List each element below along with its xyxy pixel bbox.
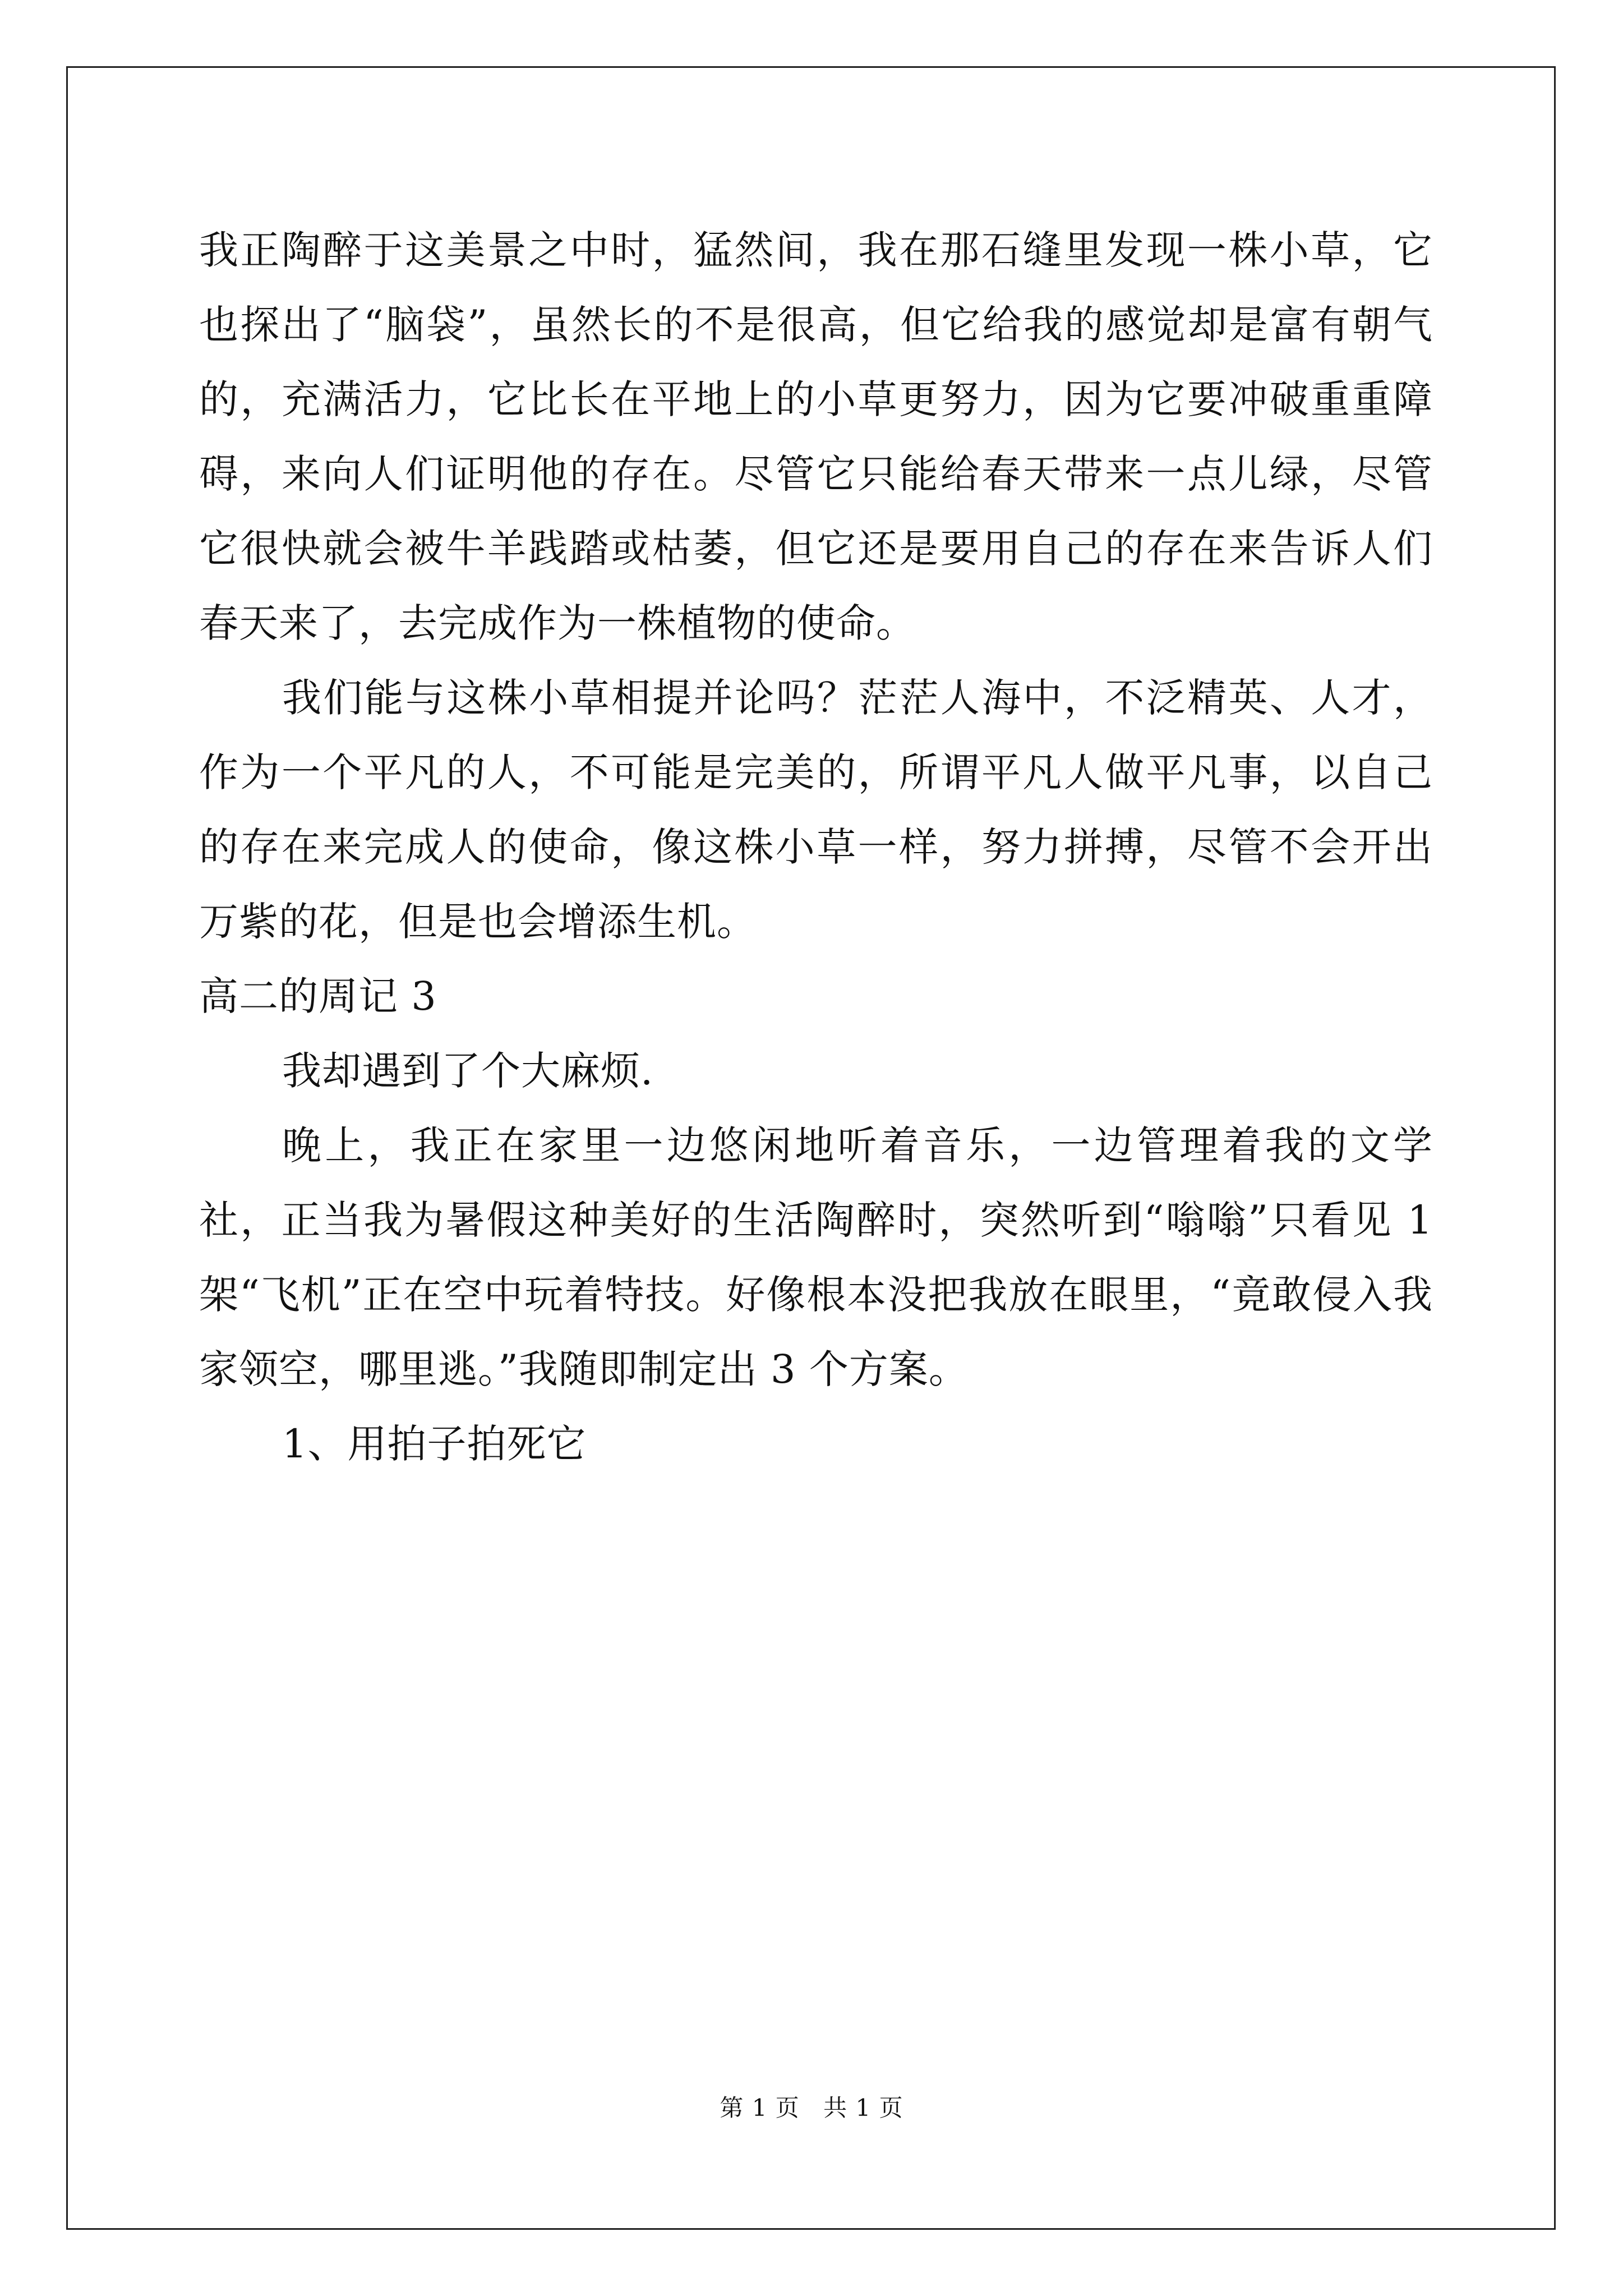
- page-footer: [0, 2091, 1623, 2125]
- paragraph-2: 我们能与这株小草相提并论吗？茫茫人海中，不泛精英、人才，作为一个平凡的人，不可能是完美的，所谓平凡人做平凡事，以自己的存在来完成人的使命，像这株小草一样，努力拼搏，尽管不会开出万紫的花，但是也会增添生机。: [199, 675, 1433, 945]
- section-heading: 高二的周记 3: [199, 973, 437, 1019]
- page-number: 第 1 页: [720, 2094, 800, 2122]
- paragraph-3: 我却遇到了个大麻烦.: [282, 1048, 654, 1094]
- paragraph-5: 1、用拍子拍死它: [282, 1421, 587, 1467]
- document-body: [199, 213, 1433, 1481]
- paragraph-1: 我正陶醉于这美景之中时，猛然间，我在那石缝里发现一株小草，它也探出了“脑袋”，虽然长的不是很高，但它给我的感觉却是富有朝气的，充满活力，它比长在平地上的小草更努力，因为它要冲破重重障碍，来向人们证明他的存在。尽管它只能给春天带来一点儿绿，尽管它很快就会被牛羊践踏或枯萎，但它还是要用自己的存在来告诉人们春天来了，去完成作为一株植物的使命。: [199, 227, 1433, 646]
- paragraph-4: 晚上，我正在家里一边悠闲地听着音乐，一边管理着我的文学社，正当我为暑假这种美好的生活陶醉时，突然听到“嗡嗡”只看见 1 架“飞机”正在空中玩着特技。好像根本没把我放在眼里，“竟敢侵入我家领空，哪里逃。”我随即制定出 3 个方案。: [199, 1122, 1433, 1392]
- page-total: 共 1 页: [823, 2094, 903, 2122]
